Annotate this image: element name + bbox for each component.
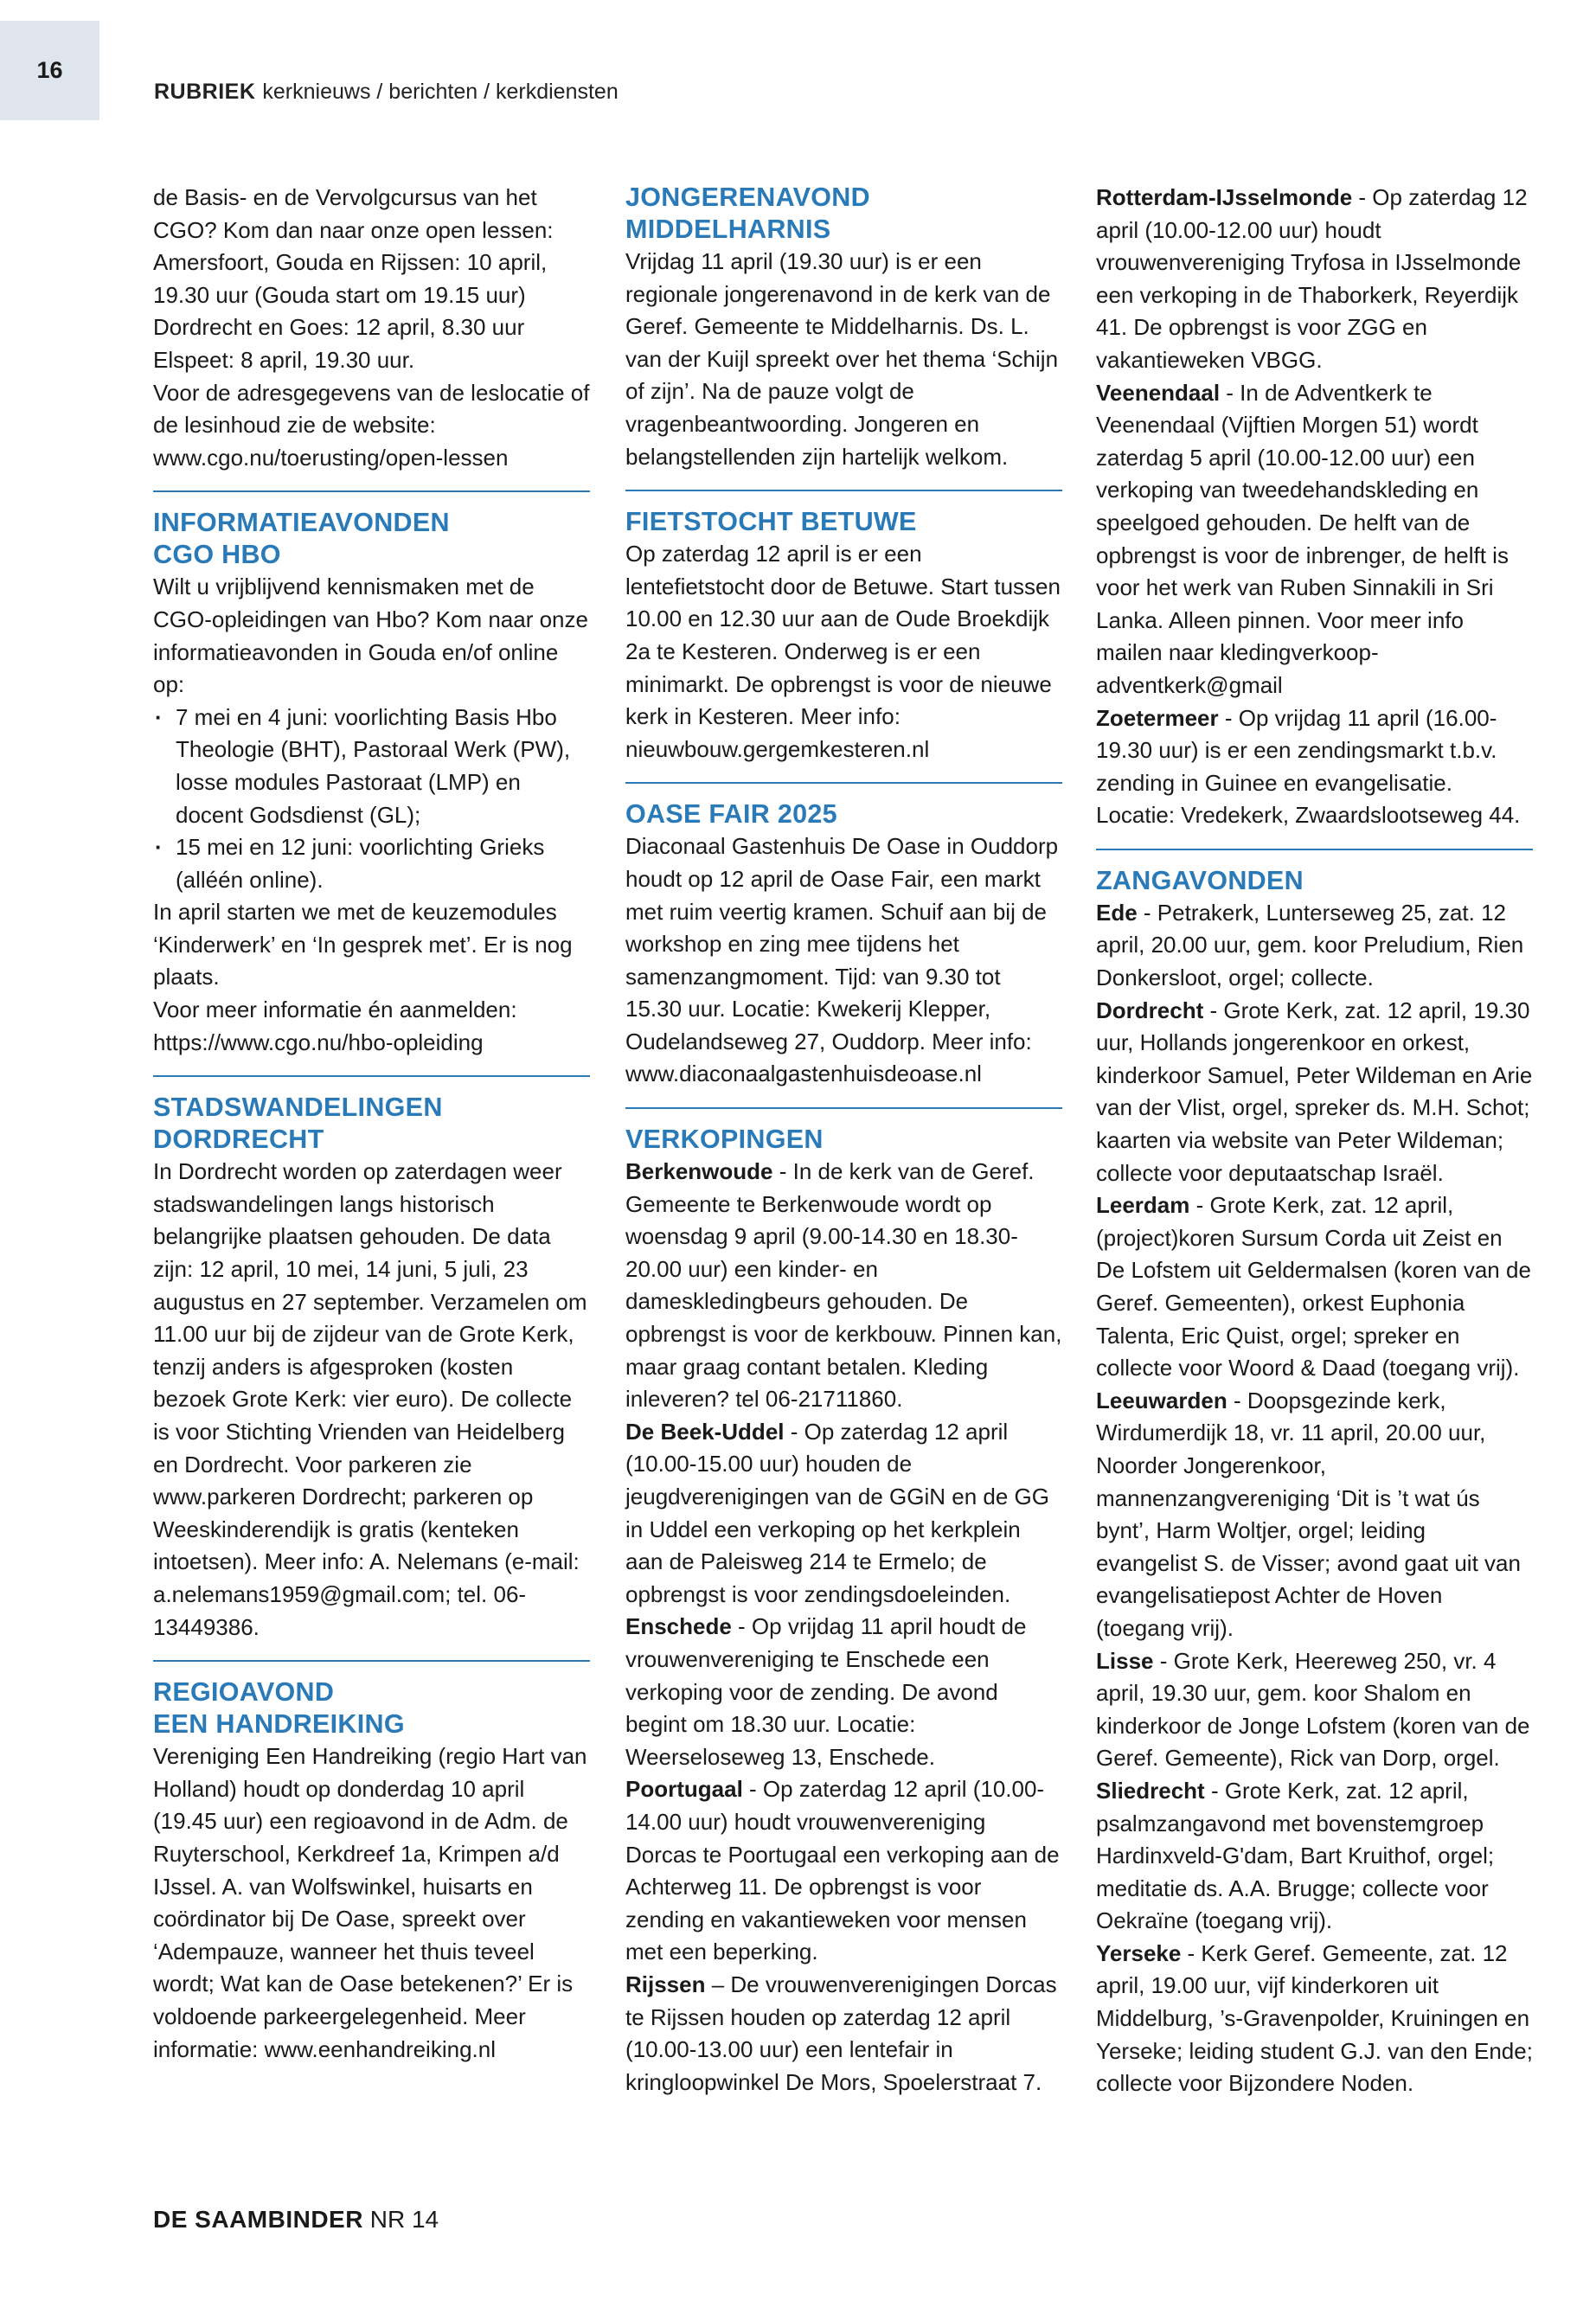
list-item: Yerseke - Kerk Geref. Gemeente, zat. 12 april, 19.00 uur, vijf kinderkoren uit Middelburg, ’s-Gravenpolder, Kruiningen en Yerseke; leiding student G.J. van den Ende; collecte voor Bijzondere Noden. xyxy=(1096,1939,1533,2097)
section-divider xyxy=(1096,849,1533,850)
section-title-verkopingen: VERKOPINGEN xyxy=(625,1125,824,1155)
section-title-oase-fair: OASE FAIR 2025 xyxy=(625,799,837,830)
section-divider xyxy=(153,490,590,492)
cgo-intro-website: Voor de adresgegevens van de leslocatie of de lesinhoud zie de website: www.cgo.nu/toerusting/open-lessen xyxy=(153,379,590,471)
stadswandelingen-text: In Dordrecht worden op zaterdagen weer stadswandelingen langs historisch belangrijke plaatsen gehouden. De data zijn: 12 april, 10 mei, 14 juni, 5 juli, 23 augustus en 27 september. Verzamelen om 11.00 uur bij de zijdeur van de Grote Kerk, tenzij anders is afgesproken (kosten bezoek Grote Kerk: vier euro). De collecte is voor Stichting Vrienden van Heidelberg en Dordrecht. Voor parkeren zie www.parkeren Dordrecht; parkeren op Weeskinderendijk is gratis (kenteken intoetsen). Meer info: A. Nelemans (e-mail: a.nelemans1959@gmail.com; tel. 06-13449386. xyxy=(153,1158,587,1640)
section-title-informatieavonden: INFORMATIEAVONDEN CGO HBO xyxy=(153,508,450,570)
list-item: De Beek-Uddel - Op zaterdag 12 april (10.00-15.00 uur) houden de jeugdverenigingen van de GGiN en de GG in Uddel een verkoping op het kerkplein aan de Paleisweg 214 te Ermelo; de opbrengst is voor zendingsdoeleinden. xyxy=(625,1418,1049,1607)
regioavond-text: Vereniging Een Handreiking (regio Hart van Holland) houdt op donderdag 10 april (19.45 uur) een regioavond in de Adm. de Ruyterschool, Kerkdreef 1a, Krimpen a/d IJssel. A. van Wolfswinkel, huisarts en coördinator bij De Oase, spreekt over ‘Adempauze, wanneer het thuis teveel wordt; Wat kan de Oase betekenen?’ Er is voldoende parkeergelegenheid. Meer informatie: www.eenhandreiking.nl xyxy=(153,1743,587,2062)
rubric-header xyxy=(154,80,619,105)
list-item: Enschede - Op vrijdag 11 april houdt de vrouwenvereniging te Enschede een verkoping voor de zending. De avond begint om 18.30 uur. Locatie: Weerseloseweg 13, Enschede. xyxy=(625,1613,1027,1770)
publication-name: DE SAAMBINDER xyxy=(153,2206,363,2233)
jongerenavond-text: Vrijdag 11 april (19.30 uur) is er een regionale jongerenavond in de kerk van de Geref. Gemeente te Middelharnis. Ds. L. van der Kuijl spreekt over het thema ‘Schijn of zijn’. Na de pauze volgt de vragenbeantwoording. Jongeren en belangstellenden zijn hartelijk welkom. xyxy=(625,248,1059,470)
list-item: Poortugaal - Op zaterdag 12 april (10.00-14.00 uur) houdt vrouwenvereniging Dorcas te Poortugaal een verkoping aan de Achterweg 11. De opbrengst is voor zending en vakantieweken voor mensen met een beperking. xyxy=(625,1776,1060,1965)
list-item: Berkenwoude - In de kerk van de Geref. Gemeente te Berkenwoude wordt op woensdag 9 april (9.00-14.30 en 18.30-20.00 uur) een kinder- en dameskledingbeurs gehouden. De opbrengst is voor de kerkbouw. Pinnen kan, maar graag contant betalen. Kleding inleveren? tel 06-21711860. xyxy=(625,1158,1062,1413)
section-divider xyxy=(625,782,1062,784)
list-item: Lisse - Grote Kerk, Heereweg 250, vr. 4 april, 19.30 uur, gem. koor Shalom en kinderkoor de Jonge Lofstem (koren van de Geref. Gemeente), Rick van Dorp, orgel. xyxy=(1096,1647,1530,1772)
list-item: · 15 mei en 12 juni: voorlichting Grieks (alléén online). xyxy=(153,831,590,896)
list-item: Veenendaal - In de Adventkerk te Veenendaal (Vijftien Morgen 51) wordt zaterdag 5 april (10.00-12.00 uur) een verkoping van tweedehandskleding en speelgoed gehouden. De helft van de opbrengst is voor de inbrenger, de helft is voor het werk van Ruben Sinnakili in Sri Lanka. Alleen pinnen. Voor meer info mailen naar kledingverkoop-adventkerk@gmail xyxy=(1096,379,1509,698)
list-item: Zoetermeer - Op vrijdag 11 april (16.00-19.30 uur) is er een zendingsmarkt t.b.v. zending in Guinee en evangelisatie. Locatie: Vredekerk, Zwaardslootseweg 44. xyxy=(1096,704,1521,829)
section-divider xyxy=(153,1075,590,1077)
list-item: Rotterdam-IJsselmonde - Op zaterdag 12 april (10.00-12.00 uur) houdt vrouwenvereniging Tryfosa in IJsselmonde een verkoping in de Thaborkerk, Reyerdijk 41. De opbrengst is voor ZGG en vakantieweken VBGG. xyxy=(1096,184,1528,373)
section-title-stadswandelingen: STADSWANDELINGEN DORDRECHT xyxy=(153,1093,443,1155)
section-title-regioavond: REGIOAVOND EEN HANDREIKING xyxy=(153,1677,405,1740)
section-divider xyxy=(625,1107,1062,1109)
oase-fair-text: Diaconaal Gastenhuis De Oase in Ouddorp houdt op 12 april de Oase Fair, een markt met ruim veertig kramen. Schuif aan bij de workshop en zing mee tijdens het samenzangmoment. Tijd: van 9.30 tot 15.30 uur. Locatie: Kwekerij Klepper, Oudelandseweg 27, Ouddorp. Meer info: www.diaconaalgastenhuisdeoase.nl xyxy=(625,833,1059,1087)
fietstocht-text: Op zaterdag 12 april is er een lentefietstocht door de Betuwe. Start tussen 10.00 en 12.30 uur aan de Oude Broekdijk 2a te Kesteren. Onderweg is er een minimarkt. De opbrengst is voor de nieuwe kerk in Kesteren. Meer info: nieuwbouw.gergemkesteren.nl xyxy=(625,541,1061,762)
informatieavonden-text-2: In april starten we met de keuzemodules ‘Kinderwerk’ en ‘In gesprek met’. Er is nog plaats. xyxy=(153,899,573,990)
list-item: Ede - Petrakerk, Lunterseweg 25, zat. 12 april, 20.00 uur, gem. koor Preludium, Rien Donkersloot, orgel; collecte. xyxy=(1096,899,1524,991)
section-title-jongerenavond: JONGERENAVOND MIDDELHARNIS xyxy=(625,183,870,244)
informatieavonden-link: Voor meer informatie én aanmelden: https://www.cgo.nu/hbo-opleiding xyxy=(153,997,517,1055)
list-item: Leeuwarden - Doopsgezinde kerk, Wirdumerdijk 18, vr. 11 april, 20.00 uur, Noorder Jongerenkoor, mannenzangvereniging ‘Dit is ’t wat ús bynt’, Harm Woltjer, orgel; leiding evangelist S. de Visser; avond gaat uit van evangelisatiepost Achter de Hoven (toegang vrij). xyxy=(1096,1387,1521,1641)
list-item: · 7 mei en 4 juni: voorlichting Basis Hbo Theologie (BHT), Pastoraal Werk (PW), losse modules Pastoraat (LMP) en docent Godsdienst (GL); xyxy=(153,702,590,831)
list-item: Sliedrecht - Grote Kerk, zat. 12 april, psalmzangavond met bovenstemgroep Hardinxveld-G'dam, Bart Kruithof, orgel; meditatie ds. A.A. Brugge; collecte voor Oekraïne (toegang vrij). xyxy=(1096,1777,1495,1934)
rubric-label: RUBRIEK xyxy=(154,80,256,104)
issue-number: NR 14 xyxy=(369,2206,439,2233)
list-item: Dordrecht - Grote Kerk, zat. 12 april, 19.30 uur, Hollands jongerenkoor en orkest, kinderkoor Samuel, Peter Wildeman en Arie van der Vlist, orgel, spreker ds. M.H. Schot; kaarten via website van Peter Wildeman; collecte voor deputaatschap Israël. xyxy=(1096,997,1533,1186)
footer xyxy=(153,2206,439,2234)
section-divider xyxy=(153,1660,590,1662)
list-item: Leerdam - Grote Kerk, zat. 12 april, (project)koren Sursum Corda uit Zeist en De Lofstem uit Geldermalsen (koren van de Geref. Gemeenten), orkest Euphonia Talenta, Eric Quist, orgel; spreker en collecte voor Woord & Daad (toegang vrij). xyxy=(1096,1192,1531,1381)
section-title-fietstocht: FIETSTOCHT BETUWE xyxy=(625,507,917,537)
informatieavonden-list xyxy=(153,702,590,897)
page-number-tab xyxy=(0,21,99,120)
section-divider xyxy=(625,490,1062,491)
informatieavonden-text: Wilt u vrijblijvend kennismaken met de CGO-opleidingen van Hbo? Kom naar onze informatieavonden in Gouda en/of online op: xyxy=(153,574,588,698)
column-2 xyxy=(625,182,1062,2099)
column-3 xyxy=(1096,182,1533,2100)
list-item: Rijssen – De vrouwenverenigingen Dorcas te Rijssen houden op zaterdag 12 april (10.00-13.00 uur) een lentefair in kringloopwinkel De Mors, Spoelerstraat 7. xyxy=(625,1971,1057,2095)
page-number: 16 xyxy=(36,57,63,83)
section-title-zangavonden: ZANGAVONDEN xyxy=(1096,865,1304,895)
cgo-intro-text: de Basis- en de Vervolgcursus van het CGO? Kom dan naar onze open lessen: Amersfoort, Gouda en Rijssen: 10 april, 19.30 uur (Gouda start om 19.15 uur) Dordrecht en Goes: 12 april, 8.30 uur Elspeet: 8 april, 19.30 uur. xyxy=(153,184,554,373)
column-1 xyxy=(153,182,590,2066)
rubric-topics: kerknieuws / berichten / kerkdiensten xyxy=(262,80,619,104)
